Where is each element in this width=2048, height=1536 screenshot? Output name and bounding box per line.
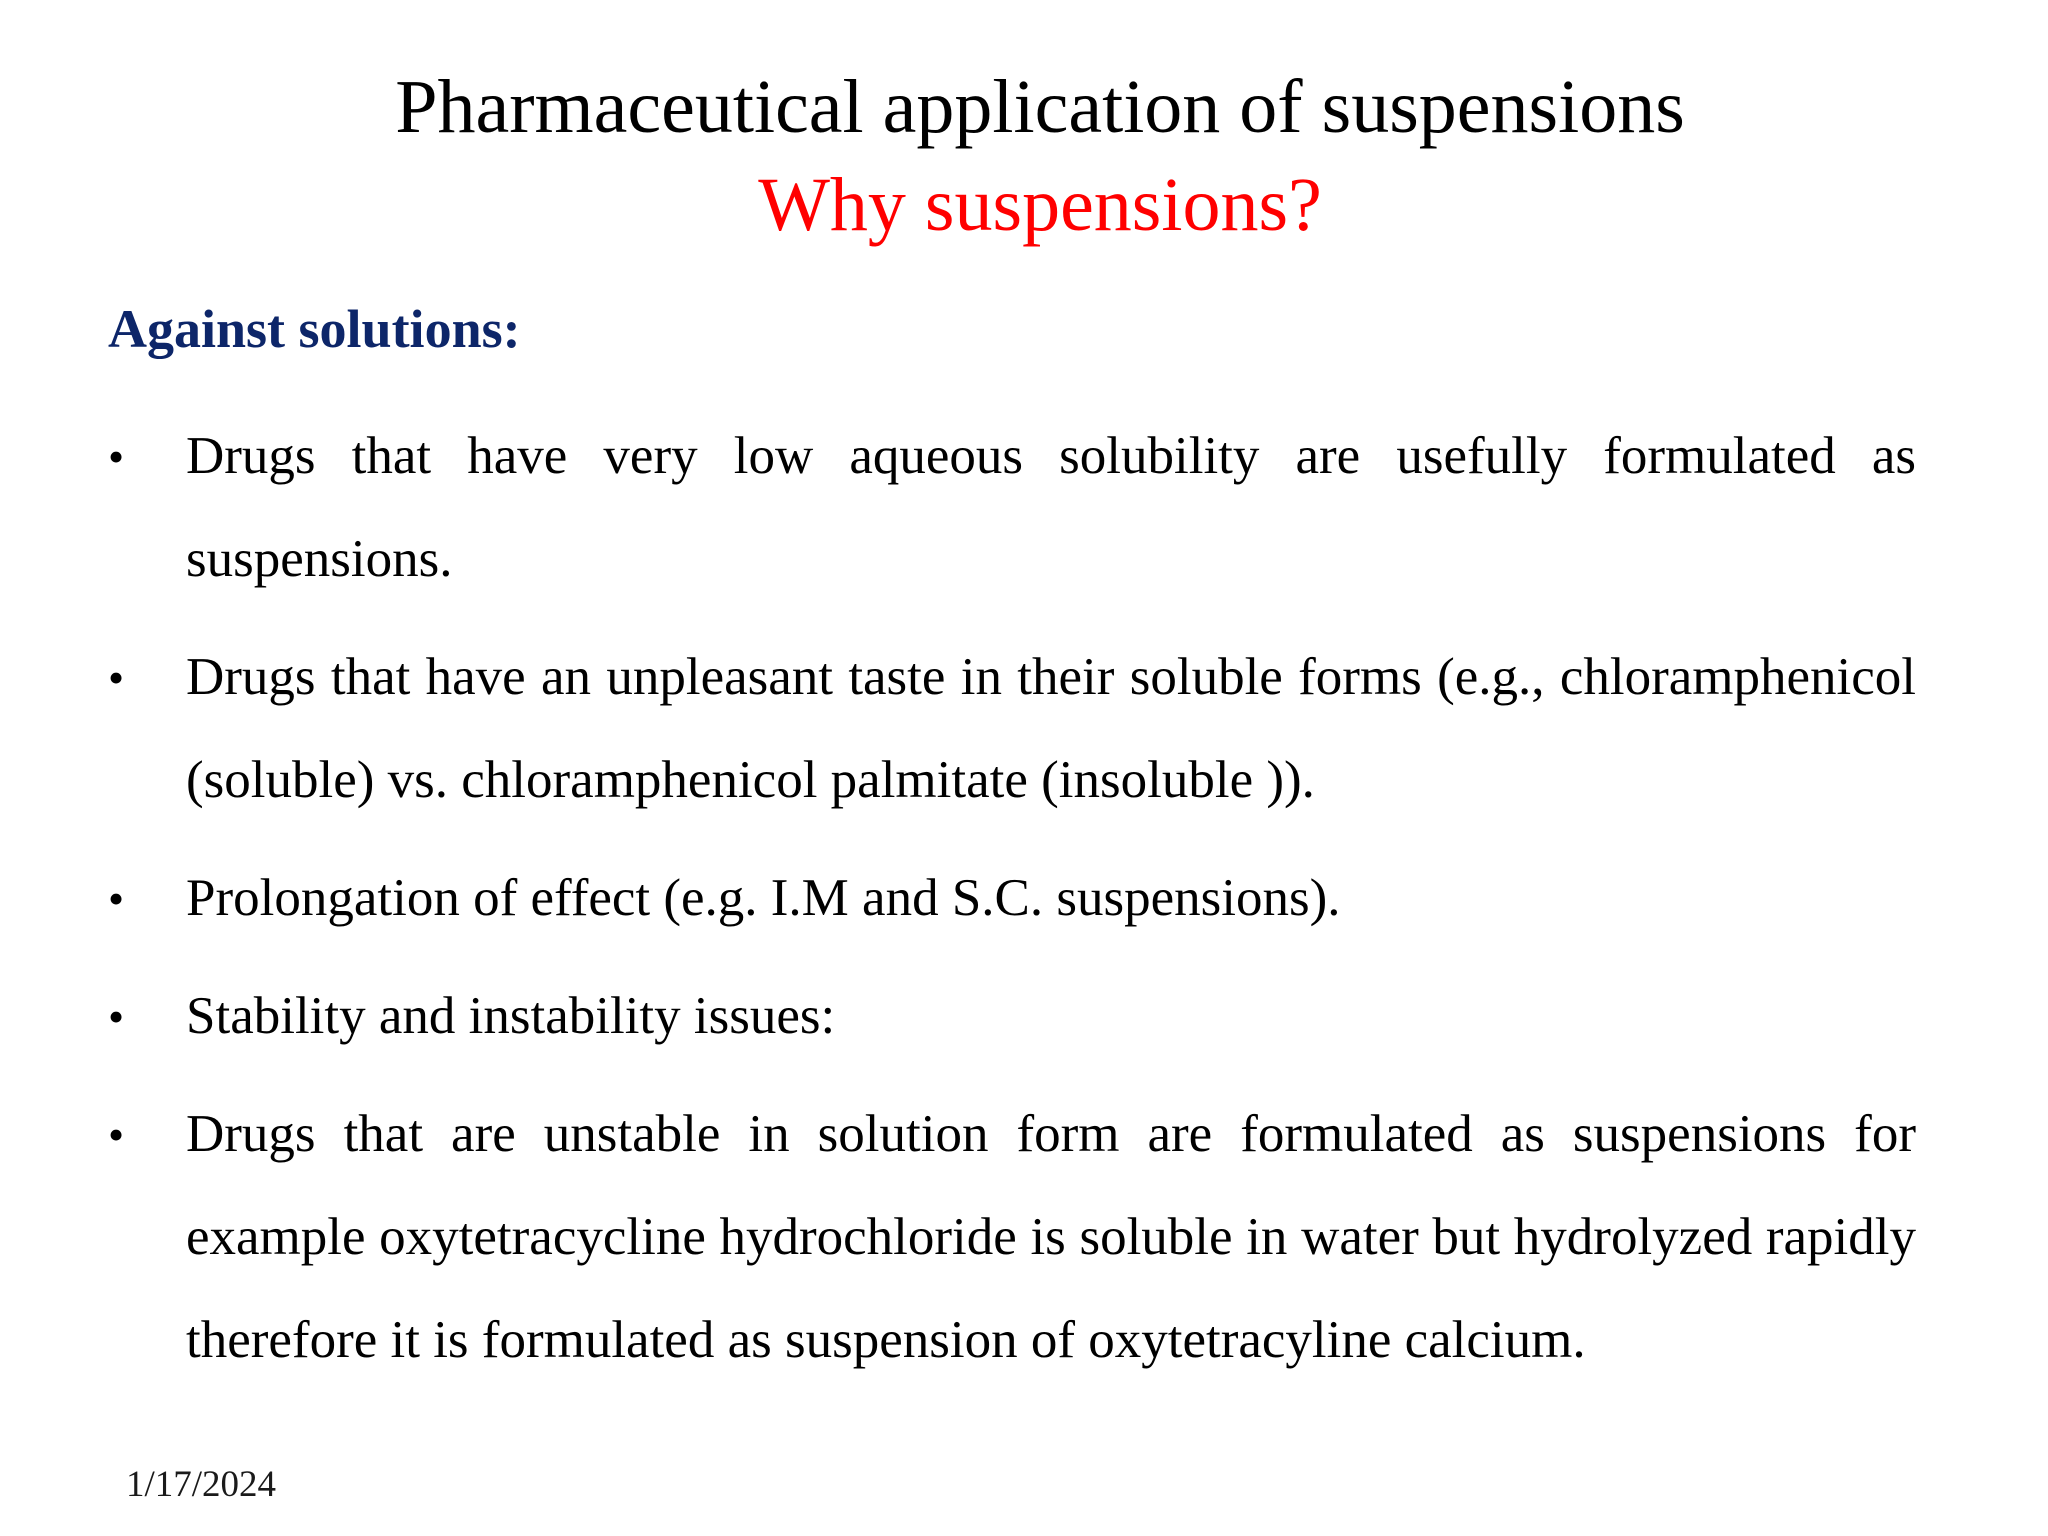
bullet-item: [108, 626, 1916, 832]
bullet-item: [108, 1083, 1916, 1392]
bullet-item: [108, 405, 1916, 611]
bullet-text: Drugs that have an unpleasant taste in their soluble forms (e.g., chloramphenicol (soluble) vs. chloramphenicol palmitate (insoluble )).: [186, 648, 1916, 809]
bullet-text: Stability and instability issues:: [186, 987, 836, 1045]
bullet-icon: •: [108, 652, 125, 703]
slide-date: 1/17/2024: [126, 1464, 277, 1505]
bullet-icon: •: [108, 991, 125, 1042]
title-block: [0, 58, 2048, 254]
section-heading: Against solutions:: [108, 299, 521, 359]
bullet-icon: •: [108, 873, 125, 924]
bullet-text: Drugs that have very low aqueous solubility are usefully formulated as suspensions.: [186, 427, 1916, 588]
bullet-icon: •: [108, 1109, 125, 1160]
slide-title: Pharmaceutical application of suspensions: [395, 65, 1685, 149]
bullet-text: Drugs that are unstable in solution form are formulated as suspensions for example oxytetracycline hydrochloride is soluble in water but hydrolyzed rapidly therefore it is formulated as suspension of oxytetracyline calcium.: [186, 1105, 1916, 1369]
bullet-item: [108, 965, 1916, 1068]
bullet-item: [108, 847, 1916, 950]
slide-subtitle: Why suspensions?: [758, 163, 1322, 247]
bullet-list: [108, 405, 1916, 1407]
bullet-text: Prolongation of effect (e.g. I.M and S.C. suspensions).: [186, 869, 1341, 927]
bullet-icon: •: [108, 431, 125, 482]
